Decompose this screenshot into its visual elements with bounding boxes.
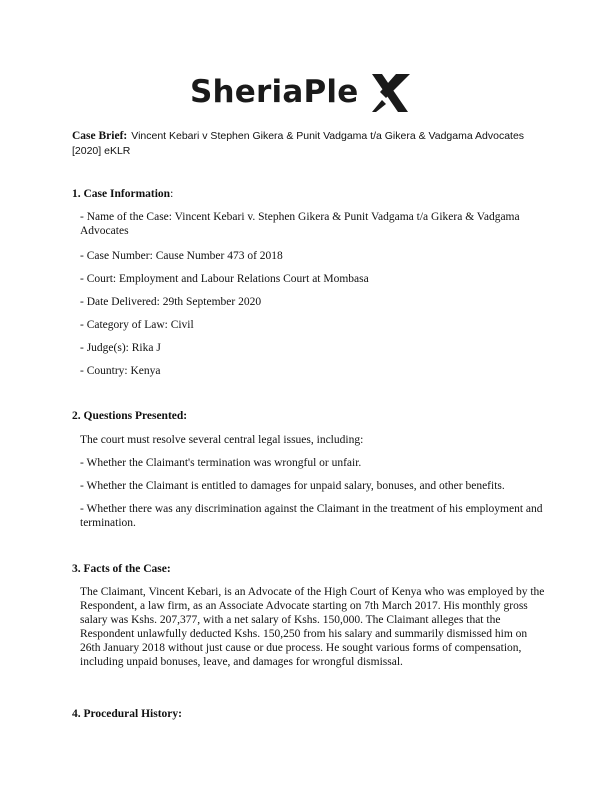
case-info-judge: - Judge(s): Rika J: [80, 342, 161, 354]
facts-paragraph: The Claimant, Vincent Kebari, is an Advocate of the High Court of Kenya who was employed by the Respondent, a law firm, as an Associate Advocate starting on 7th March 2017. His monthly gross salary was Kshs. 207,377, with a net salary of Kshs. 150,000. The Claimant alleges that the Respondent unlawfully deducted Kshs. 150,250 from his salary and summarily dismissed him on 26th January 2018 without just cause or due process. He sought various forms of compensation, including unpaid bonuses, leave, and damages for wrongful dismissal.: [80, 586, 545, 668]
question-item: - Whether the Claimant is entitled to damages for unpaid salary, bonuses, and other benefits.: [80, 480, 505, 492]
questions-intro: The court must resolve several central legal issues, including:: [80, 434, 364, 446]
section-heading-facts: 3. Facts of the Case:: [72, 563, 171, 575]
case-info-date: - Date Delivered: 29th September 2020: [80, 296, 262, 308]
question-item: - Whether the Claimant's termination was wrongful or unfair.: [80, 457, 362, 469]
section-heading-procedural-history: 4. Procedural History:: [72, 708, 182, 720]
case-info-number: - Case Number: Cause Number 473 of 2018: [80, 250, 283, 262]
logo-x-mark-icon: [370, 72, 410, 114]
case-brief-title: [72, 128, 542, 158]
case-info-country: - Country: Kenya: [80, 365, 161, 377]
section-heading-questions-presented: 2. Questions Presented:: [72, 410, 188, 422]
case-brief-name: Vincent Kebari v Stephen Gikera & Punit Vadgama t/a Gikera & Vadgama Advocates [2020] eKLR: [72, 130, 525, 157]
case-brief-label: Case Brief:: [72, 130, 128, 142]
case-info-category: - Category of Law: Civil: [80, 319, 194, 331]
case-info-court: - Court: Employment and Labour Relations Court at Mombasa: [80, 273, 369, 285]
question-item: - Whether there was any discrimination against the Claimant in the treatment of his employment and termination.: [80, 503, 543, 529]
case-info-name: - Name of the Case: Vincent Kebari v. Stephen Gikera & Punit Vadgama t/a Gikera & Vadgama Advocates: [80, 211, 520, 237]
logo-wordmark: SheriaPle: [190, 74, 359, 110]
section-heading-case-information: 1. Case Information:: [72, 188, 174, 200]
sheriaplex-logo: [190, 70, 430, 122]
